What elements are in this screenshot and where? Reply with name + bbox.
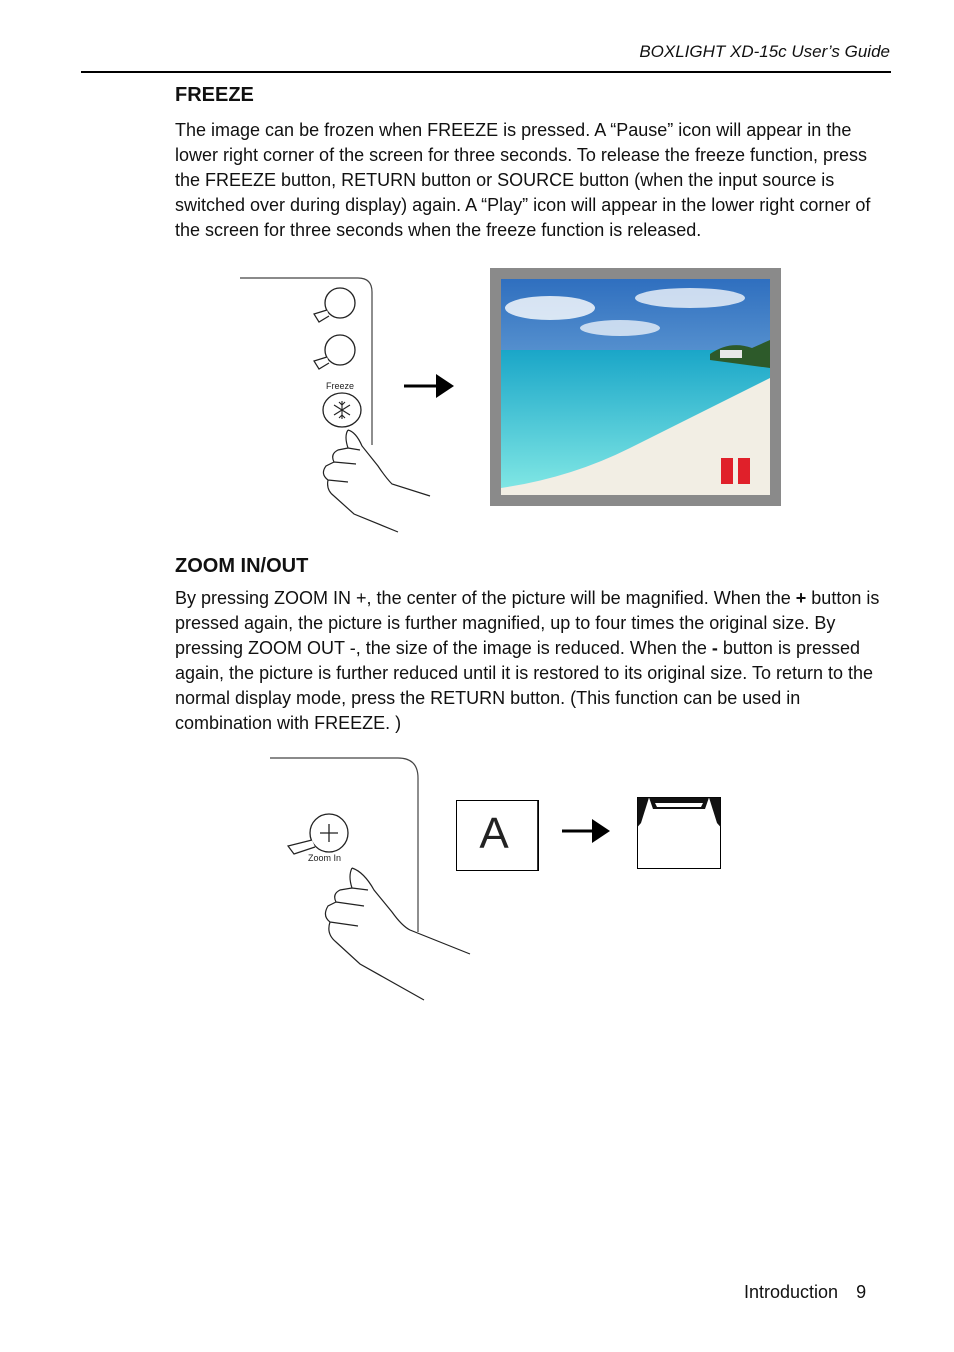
snowflake-icon bbox=[323, 393, 361, 427]
arrow-right-icon bbox=[562, 817, 612, 847]
sample-letter: A bbox=[479, 809, 509, 858]
knob-icon bbox=[314, 288, 355, 322]
pointing-hand-icon bbox=[325, 868, 470, 1000]
zoom-heading: ZOOM IN/OUT bbox=[175, 555, 309, 577]
zoom-button-label: Zoom In bbox=[308, 853, 342, 863]
arrow-right-icon bbox=[404, 372, 456, 402]
plus-symbol: + bbox=[795, 588, 807, 608]
zoom-magnified-frame bbox=[637, 797, 722, 870]
zoom-paragraph bbox=[175, 586, 887, 736]
zoom-text-part: button is pressed again, the picture is further magnified, up to four times the original size. By pressing ZOOM OUT -, the size of the image is reduced. When the bbox=[175, 588, 880, 658]
running-header: BOXLIGHT XD-15c User’s Guide bbox=[639, 42, 890, 61]
freeze-button-label: Freeze bbox=[326, 381, 355, 391]
page-number: 9 bbox=[856, 1282, 867, 1302]
page-footer bbox=[744, 1282, 866, 1303]
pointing-hand-icon bbox=[323, 430, 430, 532]
footer-section: Introduction bbox=[744, 1282, 839, 1302]
plus-icon bbox=[288, 814, 348, 854]
freeze-heading: FREEZE bbox=[175, 84, 254, 106]
zoom-text-part: button is pressed again, the picture is further reduced until it is restored to its original size. To return to the normal display mode, press the RETURN button. (This function can be used in combination with FREEZE. ) bbox=[175, 638, 874, 733]
freeze-button-illustration bbox=[230, 270, 470, 540]
knob-icon bbox=[314, 335, 355, 369]
freeze-paragraph: The image can be frozen when FREEZE is pressed. A “Pause” icon will appear in the lower right corner of the screen for three seconds. To release the freeze function, press the FREEZE button, RETURN button or SOURCE button (when the input source is switched over during display) again. A “Play” icon will appear in the lower right corner of the screen for three seconds when the freeze function is released. bbox=[175, 120, 871, 240]
zoom-original-frame bbox=[456, 800, 540, 872]
frozen-screen-image bbox=[490, 268, 781, 506]
zoom-button-illustration bbox=[260, 750, 490, 1010]
zoom-text-part: By pressing ZOOM IN +, the center of the picture will be magnified. When the bbox=[175, 588, 796, 608]
header-divider bbox=[81, 71, 891, 73]
minus-symbol: - bbox=[711, 638, 718, 658]
